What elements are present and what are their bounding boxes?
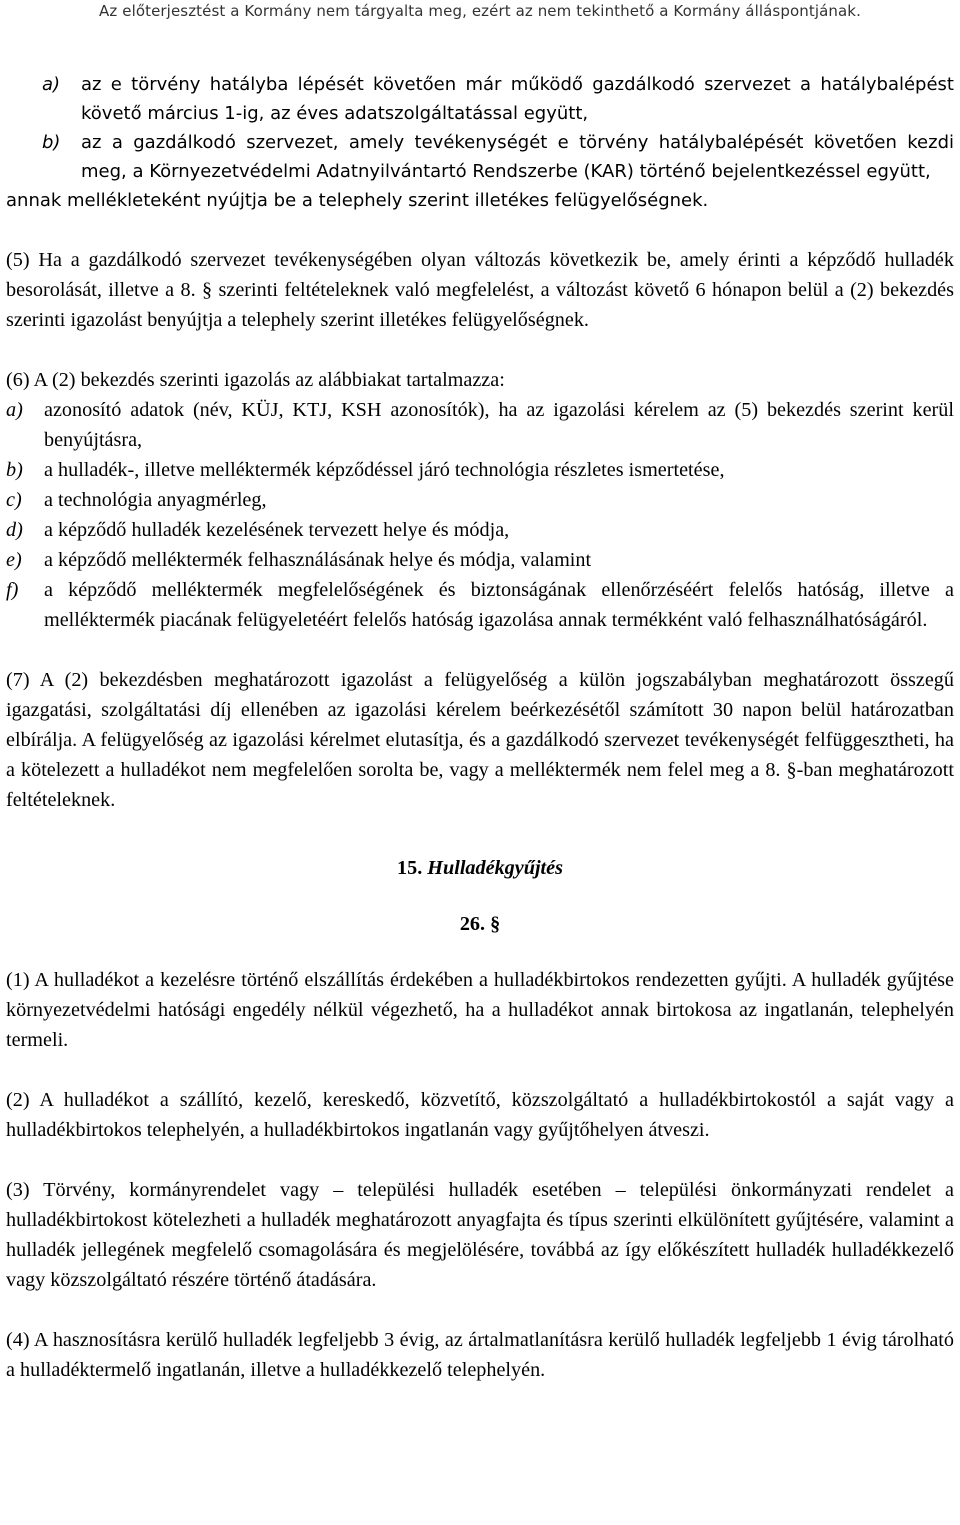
page-header-disclaimer: Az előterjesztést a Kormány nem tárgyalta meg, ezért az nem tekinthető a Kormány álláspontjának.: [99, 2, 861, 20]
list-label: d): [6, 519, 23, 541]
list-item-c: [6, 485, 954, 515]
chapter-number: 15.: [397, 857, 423, 879]
list-item-a: [6, 395, 954, 455]
list-item-d: [6, 515, 954, 545]
section-26-paragraph-4: (4) A hasznosításra kerülő hulladék legfeljebb 3 évig, az ártalmatlanításra kerülő hulladék legfeljebb 1 évig tárolható a hulladéktermelő ingatlanán, illetve a hulladékkezelő telephelyén.: [6, 1329, 954, 1381]
list-label: b): [42, 132, 61, 153]
section-26-paragraph-3: (3) Törvény, kormányrendelet vagy – települési hulladék esetében – települési önkormányzati rendelet a hulladékbirtokost kötelezheti a hulladék meghatározott anyagfajta és típus szerinti elkülönített gyűjtésére, valamint a hulladék jellegének megfelelő csomagolására és megjelölésére, továbbá az így előkészített hulladék hulladékkezelő vagy közszolgáltató részére történő átadására.: [6, 1179, 954, 1291]
list-text: az a gazdálkodó szervezet, amely tevékenységét e törvény hatálybalépését követően kezdi meg, a Környezetvédelmi Adatnyilvántartó Rendszerbe (KAR) történő bejelentkezéssel együtt,: [81, 132, 954, 182]
intro-closing: annak mellékleteként nyújtja be a telephely szerint illetékes felügyelőségnek.: [6, 190, 709, 211]
paragraph-6-intro: (6) A (2) bekezdés szerinti igazolás az alábbiakat tartalmazza:: [6, 369, 505, 391]
list-label: b): [6, 459, 23, 481]
paragraph-6: [6, 365, 954, 635]
list-item-b: [6, 455, 954, 485]
list-text: a képződő melléktermék felhasználásának helye és módja, valamint: [44, 549, 592, 571]
list-text: az e törvény hatályba lépését követően már működő gazdálkodó szervezet a hatálybalépést követő március 1-ig, az éves adatszolgáltatással együtt,: [81, 74, 954, 124]
list-text: a technológia anyagmérleg,: [44, 489, 267, 511]
list-label: e): [6, 549, 22, 571]
list-text: azonosító adatok (név, KÜJ, KTJ, KSH azonosítók), ha az igazolási kérelem az (5) bekezdés szerint kerül benyújtásra,: [44, 399, 954, 451]
list-label: a): [6, 399, 23, 421]
list-item-a: [6, 70, 954, 128]
chapter-title: Hulladékgyűjtés: [427, 857, 563, 879]
list-label: a): [42, 74, 61, 95]
list-label: f): [6, 579, 19, 601]
paragraph-5: (5) Ha a gazdálkodó szervezet tevékenységében olyan változás következik be, amely érinti a képződő hulladék besorolását, illetve a 8. § szerinti feltételeknek való megfelelést, a változást követő 6 hónapon belül a (2) bekezdés szerinti igazolást benyújtja a telephely szerint illetékes felügyelőségnek.: [6, 249, 954, 331]
list-text: a hulladék-, illetve melléktermék képződéssel járó technológia részletes ismertetése,: [44, 459, 725, 481]
list-text: a képződő hulladék kezelésének tervezett helye és módja,: [44, 519, 510, 541]
section-26-paragraph-1: (1) A hulladékot a kezelésre történő elszállítás érdekében a hulladékbirtokos rendezetten gyűjti. A hulladék gyűjtése környezetvédelmi hatósági engedély nélkül végezhető, ha a hulladékot annak birtokosa az ingatlanán, telephelyén termeli.: [6, 969, 954, 1051]
list-label: c): [6, 489, 22, 511]
document-body: [6, 70, 954, 1385]
intro-list: [6, 70, 954, 215]
list-item-b: [6, 128, 954, 186]
paragraph-7: (7) A (2) bekezdésben meghatározott igazolást a felügyelőség a külön jogszabályban meghatározott összegű igazgatási, szolgáltatási díj ellenében az igazolási kérelem beérkezésétől számított 30 napon belül határozatban elbírálja. A felügyelőség az igazolási kérelmet elutasítja, és a gazdálkodó szervezet tevékenységét felfüggesztheti, ha a kötelezett a hulladékot nem megfelelően sorolta be, vagy a melléktermék nem felel meg a 8. §-ban meghatározott feltételeknek.: [6, 669, 954, 811]
list-item-f: [6, 575, 954, 635]
list-text: a képződő melléktermék megfelelőségének és biztonságának ellenőrzéséért felelős hatóság, illetve a melléktermék piacának felügyeletéért felelős hatóság igazolása annak termékként való felhasználhatóságáról.: [44, 579, 954, 631]
chapter-heading: [6, 853, 954, 883]
list-item-e: [6, 545, 954, 575]
section-number: 26. §: [459, 913, 501, 935]
section-26-paragraph-2: (2) A hulladékot a szállító, kezelő, kereskedő, közvetítő, közszolgáltató a hulladékbirtokostól a saját vagy a hulladékbirtokos telephelyén, a hulladékbirtokos ingatlanán vagy gyűjtőhelyen átveszi.: [6, 1089, 954, 1141]
